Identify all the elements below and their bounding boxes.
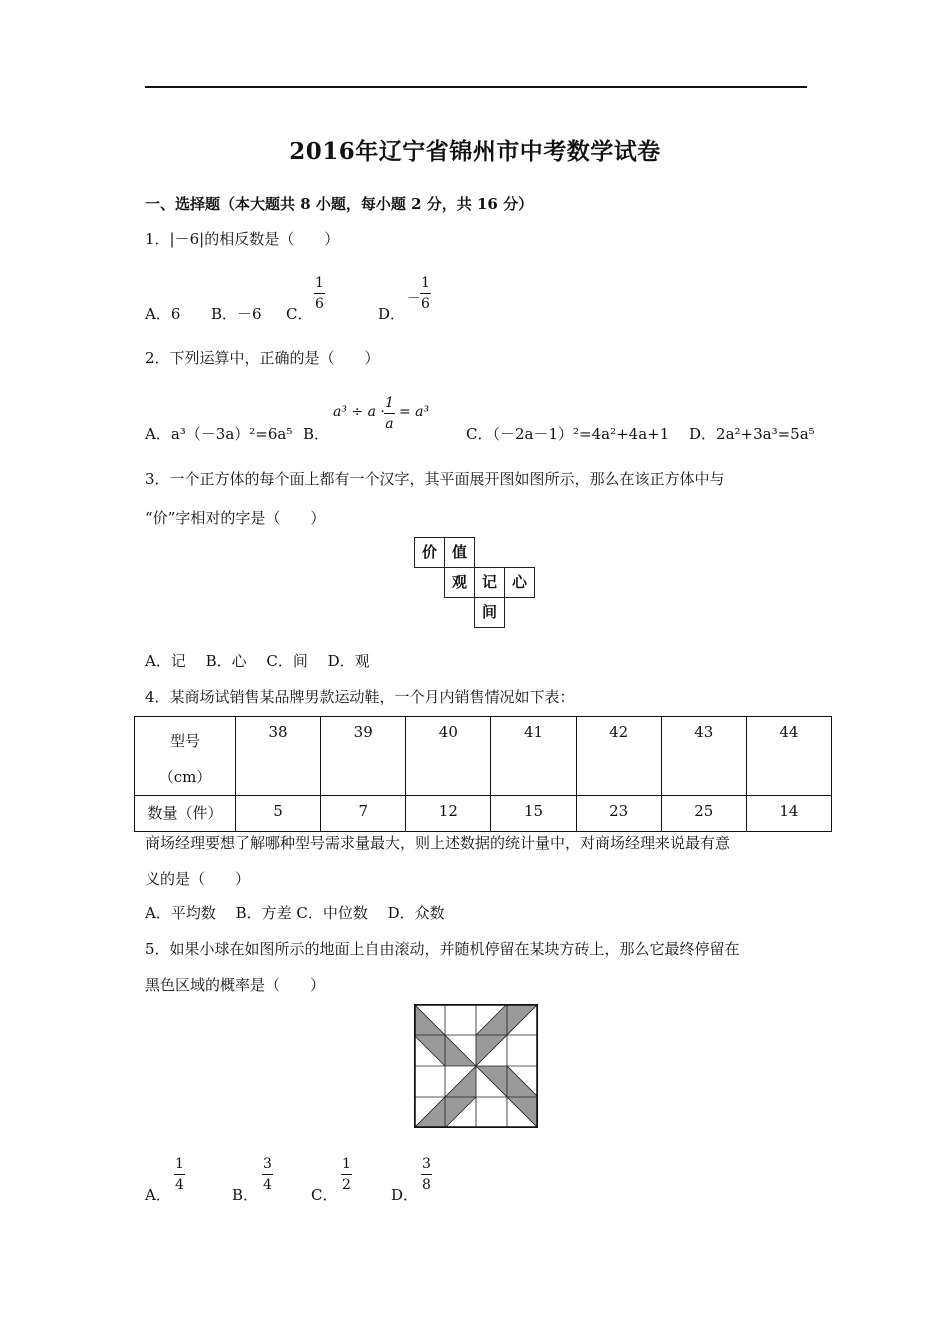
table-cell: 23 [576,796,661,832]
q5-option-d-label: D． [391,1186,419,1204]
cube-cell-xin: 心 [504,567,535,598]
q4-stem: 4．某商场试销售某品牌男款运动鞋，一个月内销售情况如下表： [145,688,575,706]
q5-option-b-label: B． [232,1186,259,1204]
table-cell: 39 [321,717,406,796]
q1-option-b: B．－6 [211,305,262,323]
table-header-size [135,717,236,796]
q4-after-line1: 商场经理要想了解哪种型号需求量最大，则上述数据的统计量中，对商场经理来说最有意 [145,834,731,852]
q4-options: A．平均数 B．方差 C．中位数 D．众数 [145,904,445,922]
denominator: 8 [422,1177,431,1193]
numerator: 3 [263,1156,272,1172]
q5-option-d-fraction [421,1157,432,1192]
table-cell: 5 [236,796,321,832]
table-cell: 15 [491,796,576,832]
q2-option-b-fraction [384,396,395,431]
page-title: 2016年辽宁省锦州市中考数学试卷 [289,138,661,165]
q3-stem-line2: “价”字相对的字是（ ） [145,509,326,527]
header-rule [145,86,807,88]
table-cell: 14 [746,796,831,832]
q5-stem-line2: 黑色区域的概率是（ ） [145,976,326,994]
numerator: 1 [342,1156,351,1172]
table-cell: 41 [491,717,576,796]
q4-after-line2: 义的是（ ） [145,870,251,888]
q5-stem-line1: 5．如果小球在如图所示的地面上自由滚动，并随机停留在某块方砖上，那么它最终停留在 [145,940,740,958]
q1-option-d-label: D． [378,305,406,323]
table-cell: 12 [406,796,491,832]
q5-option-b-fraction [262,1157,273,1192]
header-size-label: 型号 [169,732,200,750]
numerator: 1 [421,275,430,291]
numerator: 3 [422,1156,431,1172]
cube-cell-jian: 间 [474,597,505,628]
denominator: 6 [315,296,324,312]
numerator: 1 [175,1156,184,1172]
numerator: 1 [385,395,394,411]
q2-option-b-left: a³ ÷ a · [333,404,385,420]
q2-option-b-right: = a³ [399,404,430,420]
table-cell: 38 [236,717,321,796]
cube-cell-guan: 观 [444,567,475,598]
q5-option-a-label: A． [145,1186,171,1204]
cube-cell-ji: 记 [474,567,505,598]
sales-table [134,716,832,832]
tile-floor-figure [414,1004,538,1128]
table-cell: 7 [321,796,406,832]
q2-stem: 2．下列运算中，正确的是（ ） [145,349,380,367]
q5-option-c-label: C． [311,1186,338,1204]
q2-option-b-label: B． [303,425,330,443]
q1-option-c-label: C． [286,305,313,323]
table-cell: 25 [661,796,746,832]
denominator: 4 [175,1177,184,1193]
table-cell: 42 [576,717,661,796]
section-heading: 一、选择题（本大题共 8 小题，每小题 2 分，共 16 分） [145,195,534,213]
cube-cell-zhi: 值 [444,537,475,568]
denominator: 4 [263,1177,272,1193]
q2-option-a: A．a³（－3a）²=6a⁵ [145,425,293,443]
q1-option-c-fraction [314,276,325,311]
q2-option-d: D．2a²+3a³=5a⁵ [689,425,815,443]
table-cell: 44 [746,717,831,796]
q1-option-a: A．6 [145,305,181,323]
table-row [135,717,832,796]
q3-stem-line1: 3．一个正方体的每个面上都有一个汉字，其平面展开图如图所示，那么在该正方体中与 [145,470,725,488]
q1-option-d-fraction [420,276,431,311]
denominator: 2 [342,1177,351,1193]
q3-options: A．记 B．心 C．间 D．观 [145,652,370,670]
q1-option-d-sign: － [407,291,421,307]
q1-stem: 1．|－6|的相反数是（ ） [145,230,340,248]
table-cell: 43 [661,717,746,796]
denominator: 6 [421,296,430,312]
header-size-unit: （cm） [158,768,212,786]
table-row [135,796,832,832]
q5-option-a-fraction [174,1157,185,1192]
denominator: a [385,416,394,432]
q2-option-c: C．（－2a－1）²=4a²+4a+1 [466,425,670,443]
table-header-count: 数量（件） [135,796,236,832]
table-cell: 40 [406,717,491,796]
numerator: 1 [315,275,324,291]
tile-grid [414,1004,538,1128]
q5-option-c-fraction [341,1157,352,1192]
cube-cell-jia: 价 [414,537,445,568]
